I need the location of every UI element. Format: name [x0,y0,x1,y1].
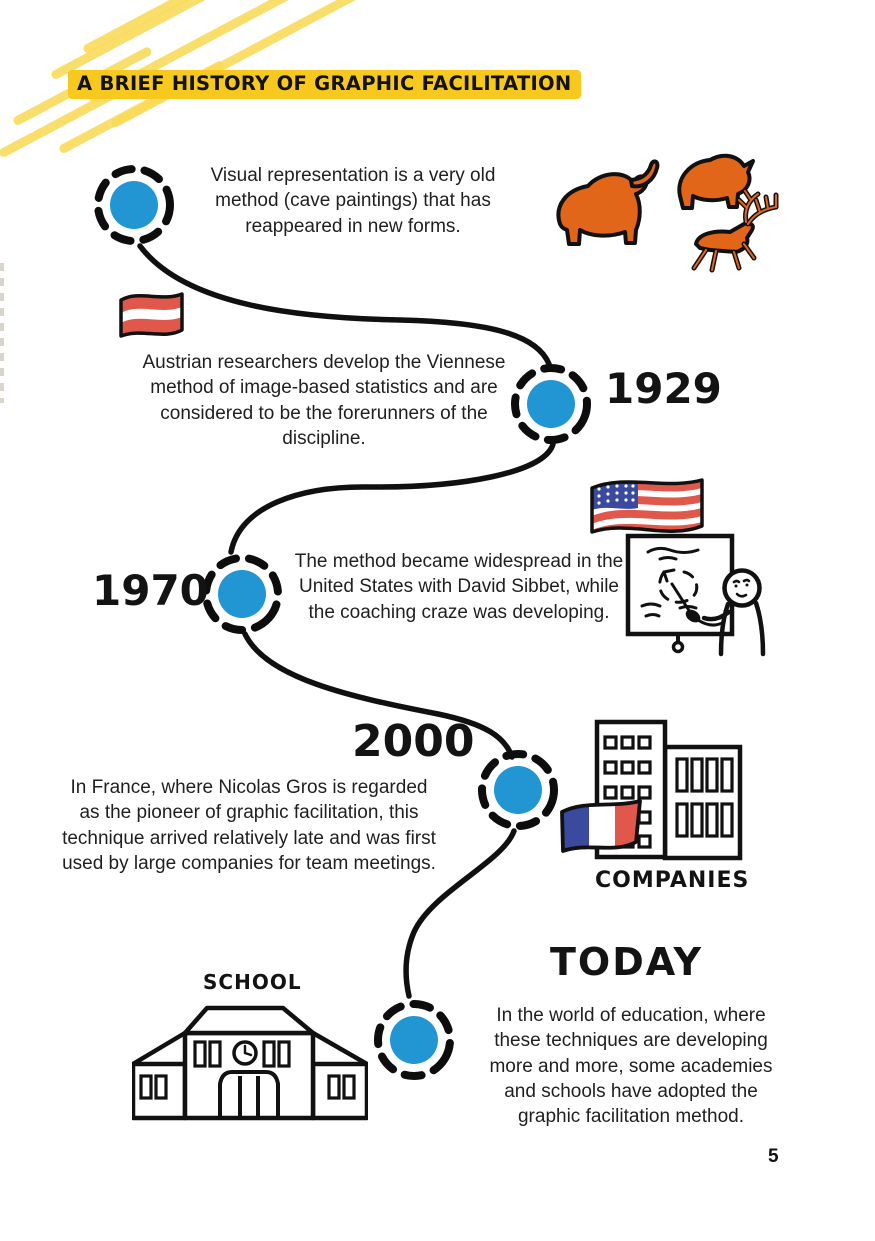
event-text-2000: In France, where Nicolas Gros is regarded as the pioneer of graphic facilitation, this technique arrived relatively late and was first used by large companies for team meetings. [62,777,436,874]
year-label-2000: 2000 [352,716,475,767]
school-building-icon [132,1004,368,1124]
french-flag-icon [556,796,648,866]
timeline-node-dot [110,181,158,229]
page-title-text: A BRIEF HISTORY OF GRAPHIC FACILITATION [68,70,581,99]
cave-paintings-icon [538,146,803,276]
year-label-1970: 1970 [92,566,209,615]
timeline-node-dot [494,766,542,814]
event-text-1970: The method became widespread in the United States with David Sibbet, while the coaching craze was developing. [294,551,624,623]
school-caption: SCHOOL [203,970,302,994]
year-label-today: TODAY [550,940,704,984]
timeline-node-dot [527,380,575,428]
page-number: 5 [768,1146,779,1167]
event-text-today: In the world of education, where these techniques are developing more and more, some academies and schools have adopted the graphic facilitation method. [489,1005,773,1128]
companies-caption: COMPANIES [595,868,750,893]
year-label-1929: 1929 [605,364,722,413]
page-title [68,70,581,99]
timeline-node-dot [218,570,266,618]
presenter-whiteboard-icon [620,526,772,658]
event-text-origins: Visual representation is a very old method (cave paintings) that has reappeared in new forms. [210,165,496,237]
event-text-1929: Austrian researchers develop the Viennese method of image-based statistics and are considered to be the forerunners of the discipline. [142,352,506,449]
timeline-connector-2 [231,444,553,552]
timeline-node-dot [390,1016,438,1064]
austrian-flag-icon [116,288,190,352]
timeline-connector-1 [140,246,549,364]
